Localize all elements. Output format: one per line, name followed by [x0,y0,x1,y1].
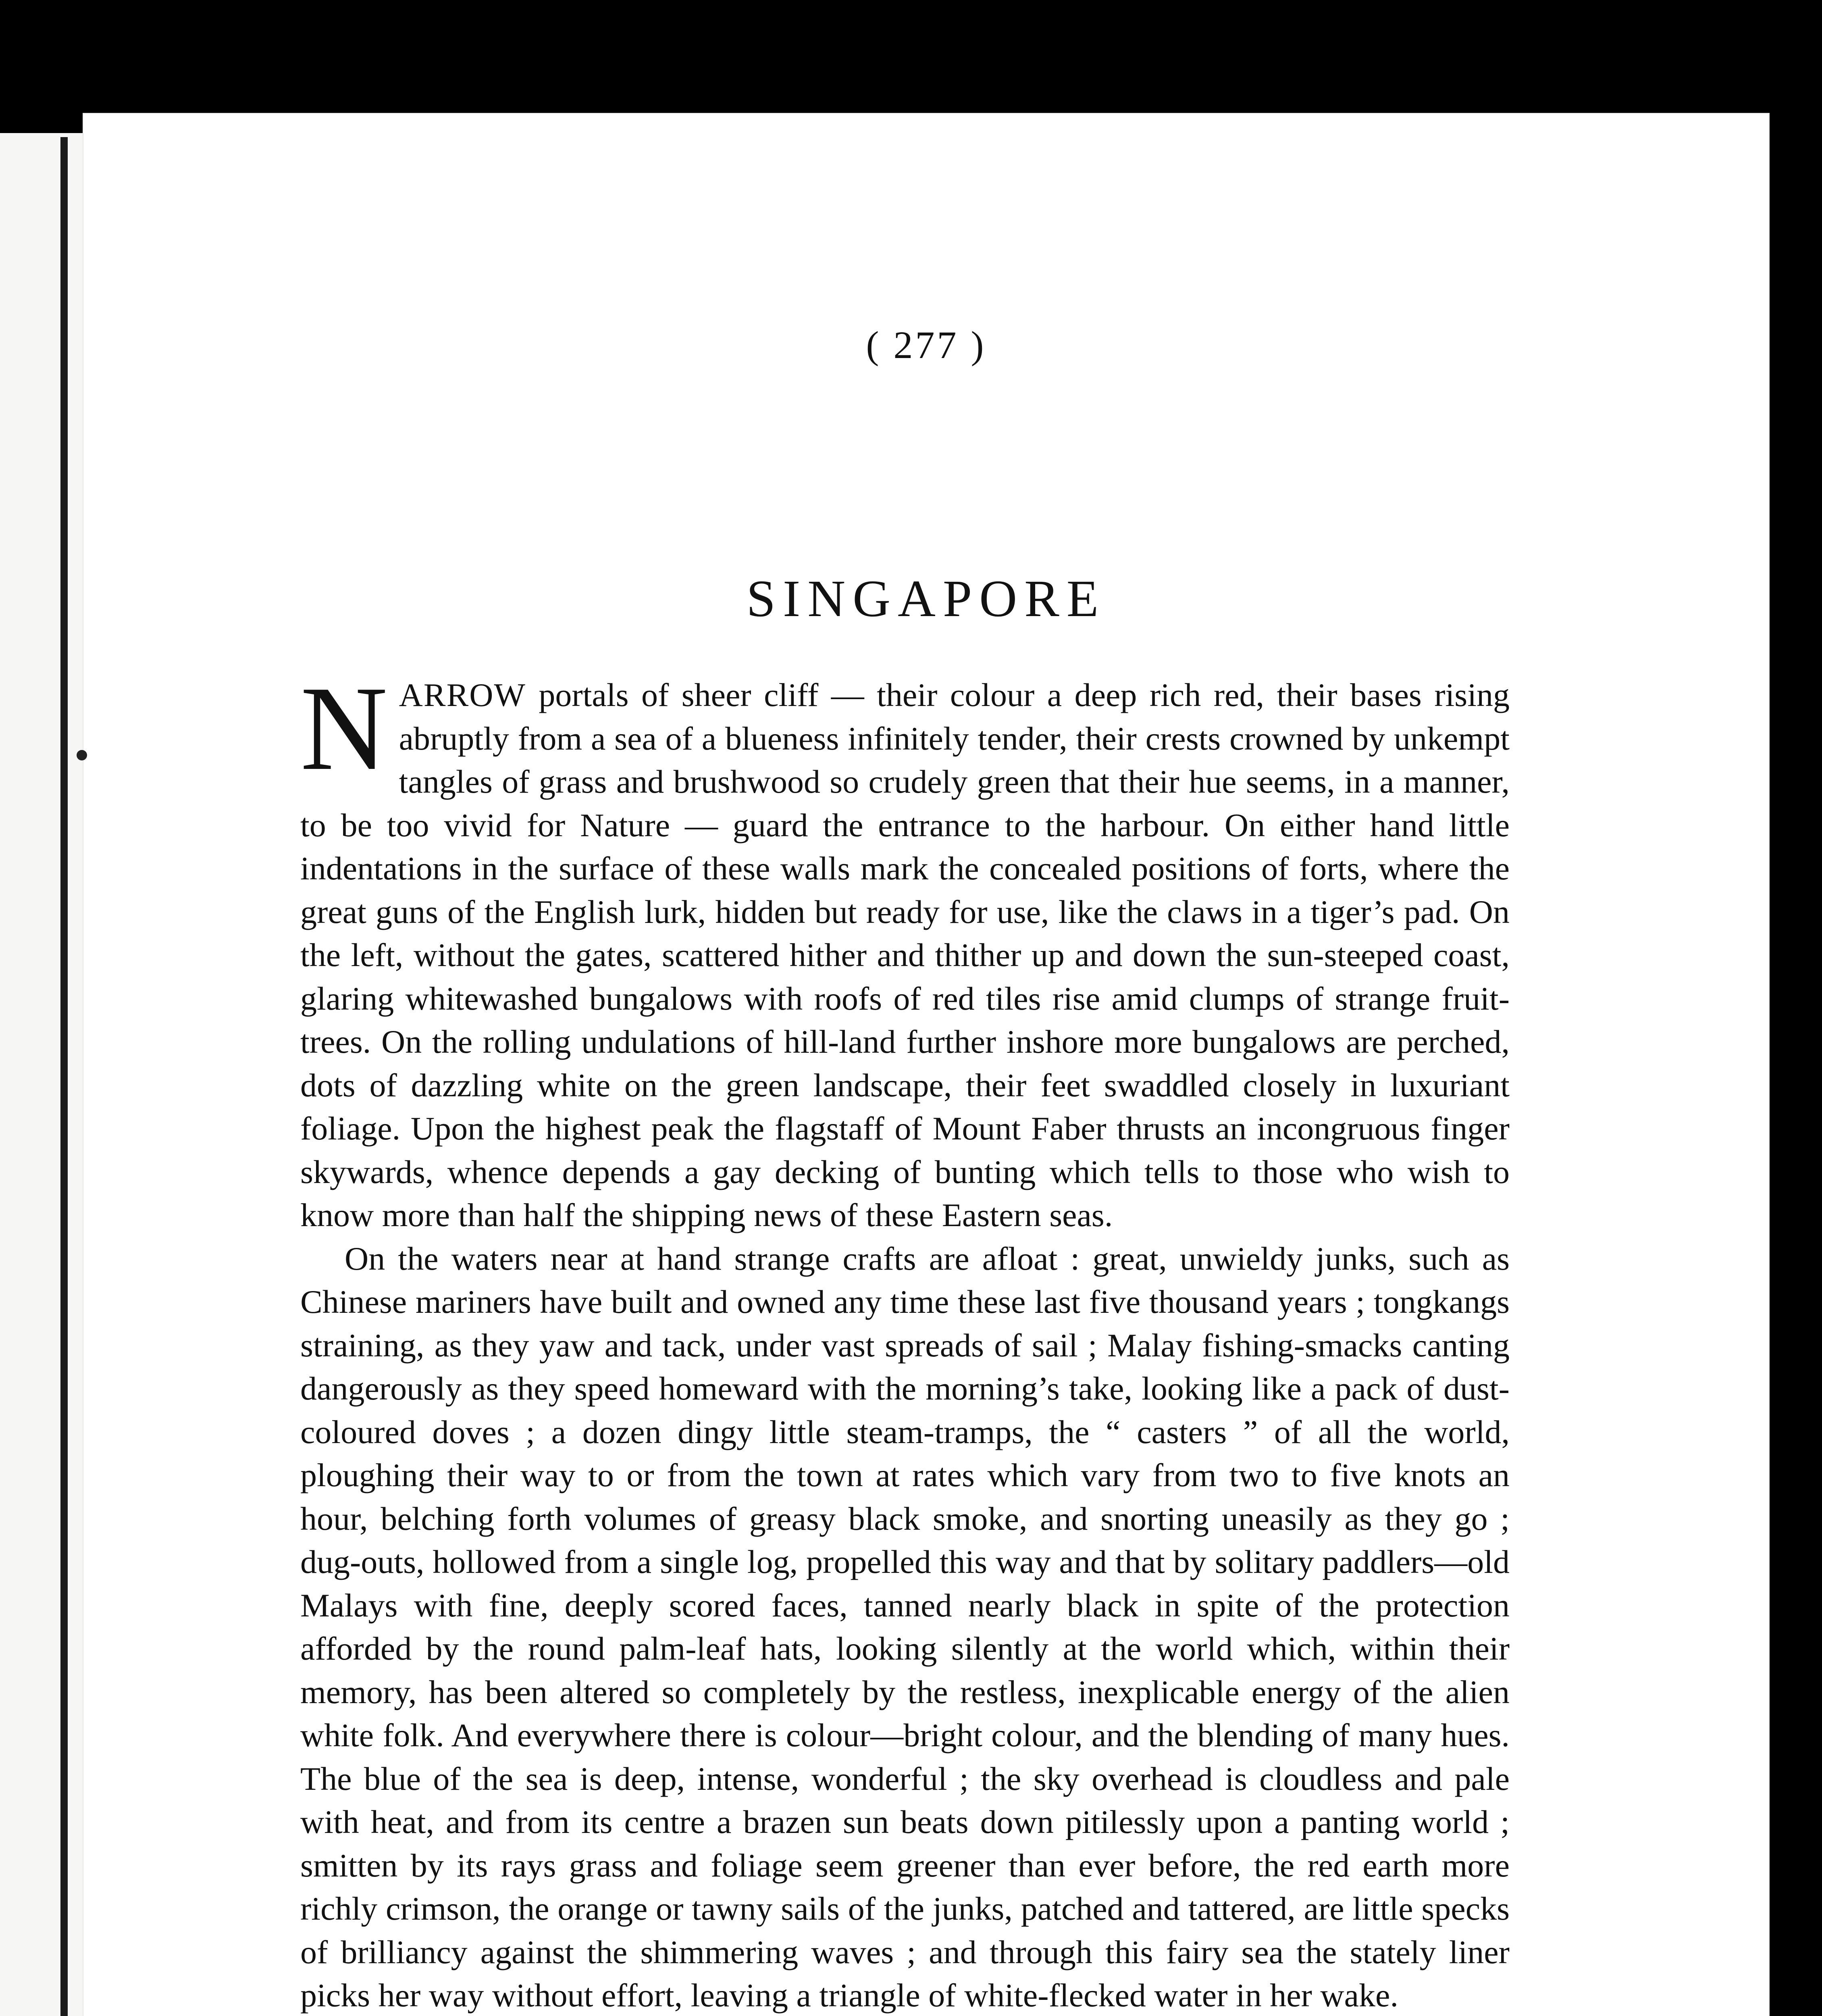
book-page [83,113,1770,2016]
paragraph-1-text: portals of sheer cliff — their colour a deep rich red, their bases rising abruptly from a sea of a blueness infinitely tender, their crests crowned by unkempt tangles of grass and brushwood so crudely green that their hue seems, in a manner, to be too vivid for Nature — guard the entrance to the harbour. On either hand little indentations in the surface of these walls mark the concealed positions of forts, where the great guns of the English lurk, hidden but ready for use, like the claws in a tiger’s pad. On the left, without the gates, scattered hither and thither up and down the sun-steeped coast, glaring whitewashed bungalows with roofs of red tiles rise amid clumps of strange fruit-trees. On the rolling undulations of hill-land further inshore more bungalows are perched, dots of dazzling white on the green landscape, their feet swaddled closely in luxuriant foliage. Upon the highest peak the flagstaff of Mount Faber thrusts an incongruous finger skywards, whence depends a gay decking of bunting which tells to those who wish to know more than half the shipping news of these Eastern seas. [300,677,1510,1233]
body-text [300,661,1510,2016]
adjacent-page-edge [0,133,87,2016]
drop-cap: N [300,661,388,795]
paragraph-2: On the waters near at hand strange crafts are afloat : great, unwieldy junks, such as Chinese mariners have built and owned any time these last five thousand years ; tongkangs straining, as they yaw and tack, under vast spreads of sail ; Malay fishing-smacks canting dangerously as they speed homeward with the morning’s take, looking like a pack of dust-coloured doves ; a dozen dingy little steam-tramps, the “ casters ” of all the world, ploughing their way to or from the town at rates which vary from two to five knots an hour, belching forth volumes of greasy black smoke, and snorting uneasily as they go ; dug-outs, hollowed from a single log, propelled this way and that by solitary paddlers—old Malays with fine, deeply scored faces, tanned nearly black in spite of the protection afforded by the round palm-leaf hats, looking silently at the world which, within their memory, has been altered so completely by the restless, inexplicable energy of the alien white folk. And everywhere there is colour—bright colour, and the blending of many hues. The blue of the sea is deep, intense, wonderful ; the sky overhead is cloudless and pale with heat, and from its centre a brazen sun beats down pitilessly upon a panting world ; smitten by its rays grass and foliage seem greener than ever before, the red earth more richly crimson, the orange or tawny sails of the junks, patched and tattered, are little specks of brilliancy against the shimmering waves ; and through this fairy sea the stately liner picks her way without effort, leaving a triangle of white-flecked water in her wake. [300,1240,1510,2014]
paragraph-1 [300,661,1510,1237]
binding-mark [77,750,87,760]
page-gutter-line [60,137,68,2016]
lead-word: ARROW [399,677,526,713]
chapter-title: SINGAPORE [746,570,1106,628]
page-number: ( 277 ) [866,323,986,367]
